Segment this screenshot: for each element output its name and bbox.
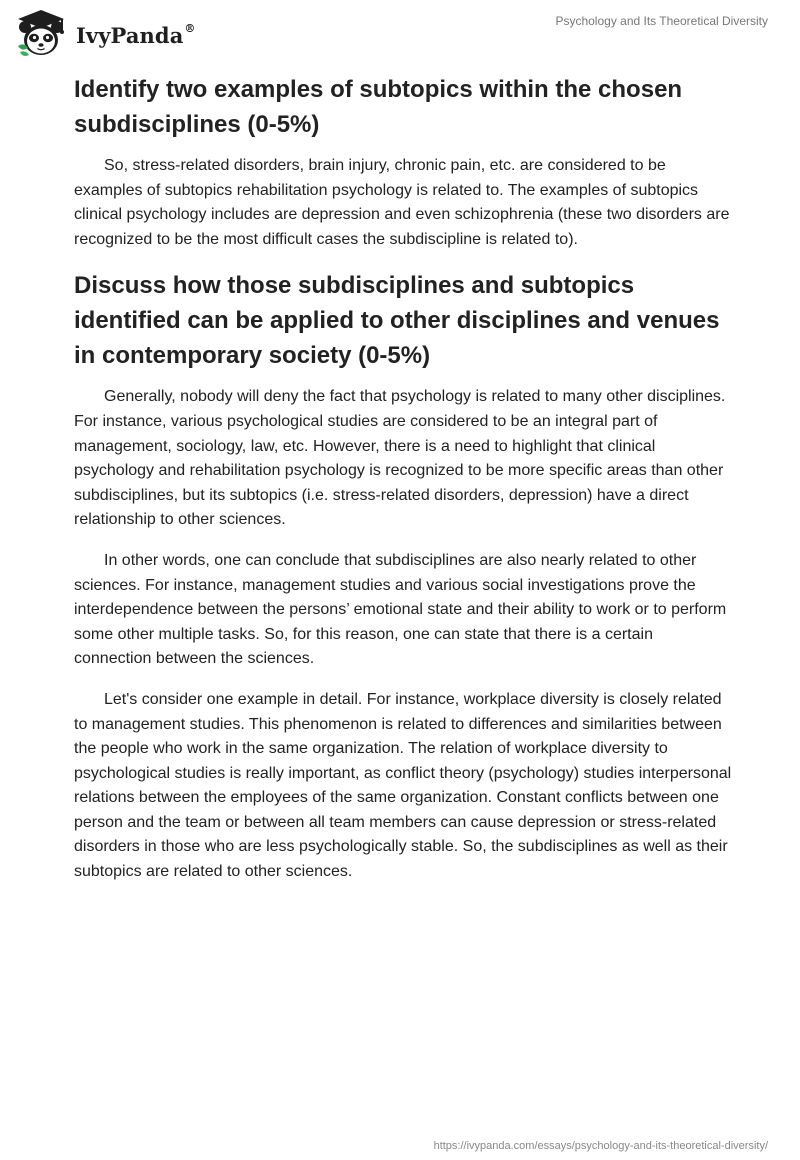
paragraph: Let's consider one example in detail. For instance, workplace diversity is closely related to management studies. This phenomenon is related to differences and similarities between the people who work in the same organization. The relation of workplace diversity to psychological studies is really important, as conflict theory (psychology) studies interpersonal relations between the employees of the same organization. Constant conflicts between one person and the team or between all team members can cause depression or stress-related disorders in those who are less psychologically stable. So, the subdisciplines as well as their subtopics are related to other sciences. bbox=[74, 690, 732, 881]
section-heading: Discuss how those subdisciplines and subtopics identified can be applied to other disciplines and venues in contemporary society (0-5%) bbox=[74, 272, 720, 370]
document-title: Psychology and Its Theoretical Diversity bbox=[555, 14, 768, 28]
paragraph: So, stress-related disorders, brain injury, chronic pain, etc. are considered to be examples of subtopics rehabilitation psychology is related to. The examples of subtopics clinical psychology includes are depression and even schizophrenia (these two disorders are recognized to be the most difficult cases the subdiscipline is related to). bbox=[74, 157, 730, 248]
paragraph: In other words, one can conclude that subdisciplines are also nearly related to other sciences. For instance, management studies and various social investigations prove the interdependence between the persons’ emotional state and their ability to work or to perform some other multiple tasks. So, for this reason, one can state that there is a certain connection between the sciences. bbox=[74, 551, 727, 668]
ivypanda-logo[interactable] bbox=[14, 8, 196, 58]
panda-logo-icon bbox=[14, 8, 68, 58]
section-heading: Identify two examples of subtopics within the chosen subdisciplines (0-5%) bbox=[74, 76, 683, 138]
logo-wordmark: IvyPanda® bbox=[76, 21, 196, 48]
source-url-link[interactable]: https://ivypanda.com/essays/psychology-and-its-theoretical-diversity/ bbox=[433, 1140, 768, 1152]
essay-content bbox=[74, 72, 734, 901]
page-header bbox=[0, 0, 800, 70]
paragraph: Generally, nobody will deny the fact that psychology is related to many other disciplines. For instance, various psychological studies are considered to be an integral part of management, sociology, law, etc. However, there is a need to highlight that clinical psychology and rehabilitation psychology is recognized to be more specific areas than other subdisciplines, but its subtopics (i.e. stress-related disorders, depression) have a direct relationship to other sciences. bbox=[74, 388, 726, 529]
